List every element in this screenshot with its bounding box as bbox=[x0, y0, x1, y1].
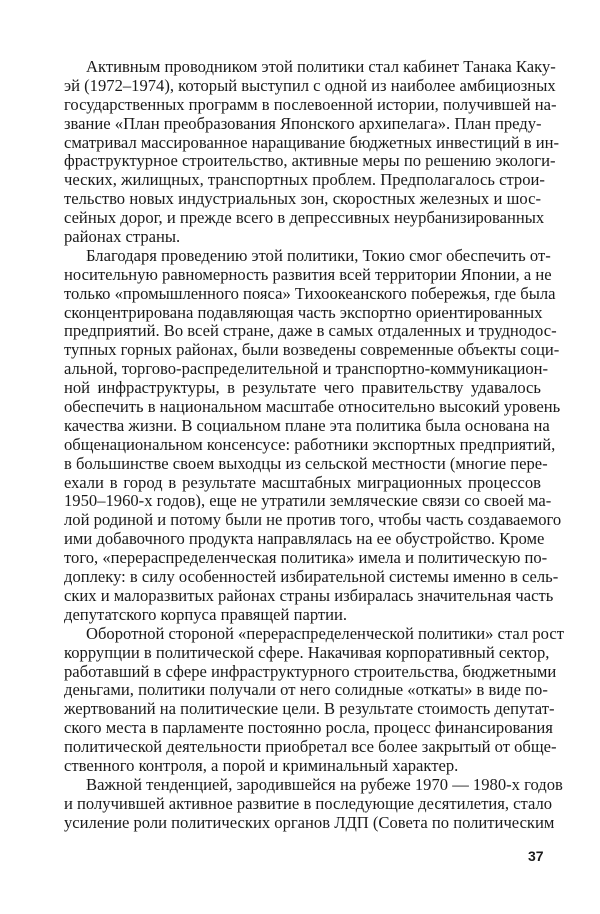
text-line: тупных горных районах, были возведены современные объекты соци- bbox=[64, 340, 560, 360]
text-line: ственного контроля, а порой и криминальный характер. bbox=[64, 755, 459, 775]
text-line: в большинстве своем выходцы из сельской местности (многие пере- bbox=[64, 453, 548, 473]
text-line: сматривал массированное наращивание бюджетных инвестиций в ин- bbox=[64, 132, 560, 152]
text-line: альной, торгово-распределительной и транспортно-коммуникацион- bbox=[64, 359, 549, 379]
text-line: ехали в город в результате масштабных миграционных процессов bbox=[64, 472, 541, 492]
paragraph bbox=[64, 245, 562, 625]
text-line: депутатского корпуса правящей партии. bbox=[64, 604, 348, 624]
text-line: фраструктурное строительство, активные меры по решению экологи- bbox=[64, 151, 556, 171]
text-line: жертвований на политические цели. В результате стоимость депутат- bbox=[64, 699, 555, 719]
text-line: доплеку: в силу особенностей избирательной системы именно в сель- bbox=[64, 567, 559, 587]
text-line: и получившей активное развитие в последующие десятилетия, стало bbox=[64, 793, 553, 813]
text-line: политической деятельности приобретал все более закрытый от обще- bbox=[64, 737, 557, 757]
text-line: работавший в сфере инфраструктурного строительства, бюджетными bbox=[64, 661, 557, 681]
text-line: деньгами, политики получали от него солидные «откаты» в виде по- bbox=[64, 680, 548, 700]
text-line: обеспечить в национальном масштабе относительно высокий уровень bbox=[64, 397, 561, 417]
text-line: того, «перераспределенческая политика» имела и политическую по- bbox=[64, 548, 548, 568]
text-line: только «промышленного пояса» Тихоокеанского побережья, где была bbox=[64, 283, 556, 303]
page-body bbox=[64, 57, 564, 833]
text-line: ского места в парламенте постоянно росла, процесс финансирования bbox=[64, 718, 553, 738]
text-line: коррупции в политической сфере. Накачивая корпоративный сектор, bbox=[64, 642, 550, 662]
text-line: ими добавочного продукта направлялась на ее обустройство. Кроме bbox=[64, 529, 545, 549]
text-line: Важной тенденцией, зародившейся на рубеже 1970 — 1980-х годов bbox=[86, 774, 563, 794]
text-line: носительную равномерность развития всей территории Японии, а не bbox=[64, 264, 552, 284]
text-line: общенациональном консенсусе: работники экспортных предприятий, bbox=[64, 434, 556, 454]
text-line: ческих, жилищных, транспортных проблем. Предполагалось строи- bbox=[64, 170, 545, 190]
text-line: лой родиной и потому были не против того, чтобы часть создаваемого bbox=[64, 510, 562, 530]
text-line: звание «План преобразования Японского архипелага». План преду- bbox=[64, 113, 542, 133]
page-number: 37 bbox=[528, 848, 544, 864]
text-line: государственных программ в послевоенной истории, получившей на- bbox=[64, 94, 557, 114]
paragraph bbox=[64, 623, 564, 776]
text-line: качества жизни. В социальном плане эта политика была основана на bbox=[64, 415, 550, 435]
text-line: тельство новых индустриальных зон, скоростных железных и шос- bbox=[64, 189, 541, 209]
text-line: 1950–1960-х годов), еще не утратили земляческие связи со своей ма- bbox=[64, 491, 552, 511]
text-line: Благодаря проведению этой политики, Токио смог обеспечить от- bbox=[86, 245, 551, 265]
paragraph bbox=[64, 57, 560, 247]
text-line: сконцентрирована подавляющая часть экспортно ориентированных bbox=[64, 302, 543, 322]
text-line: Активным проводником этой политики стал кабинет Танака Каку- bbox=[86, 57, 556, 76]
text-line: усиление роли политических органов ЛДП (Совета по политическим bbox=[64, 812, 555, 832]
text-line: эй (1972–1974), который выступил с одной из наиболее амбициозных bbox=[64, 75, 556, 95]
text-line: ских и малоразвитых районах страны избиралась значительная часть bbox=[64, 585, 554, 605]
text-line: сейных дорог, и прежде всего в депрессивных неурбанизированных bbox=[64, 208, 545, 228]
text-line: Оборотной стороной «перераспределенческой политики» стал рост bbox=[86, 623, 564, 643]
text-line: предприятий. Во всей стране, даже в самых отдаленных и труднодос- bbox=[64, 321, 557, 341]
paragraph bbox=[64, 774, 563, 833]
text-line: ной инфраструктуры, в результате чего правительству удавалось bbox=[64, 378, 541, 398]
text-line: районах страны. bbox=[64, 227, 181, 247]
